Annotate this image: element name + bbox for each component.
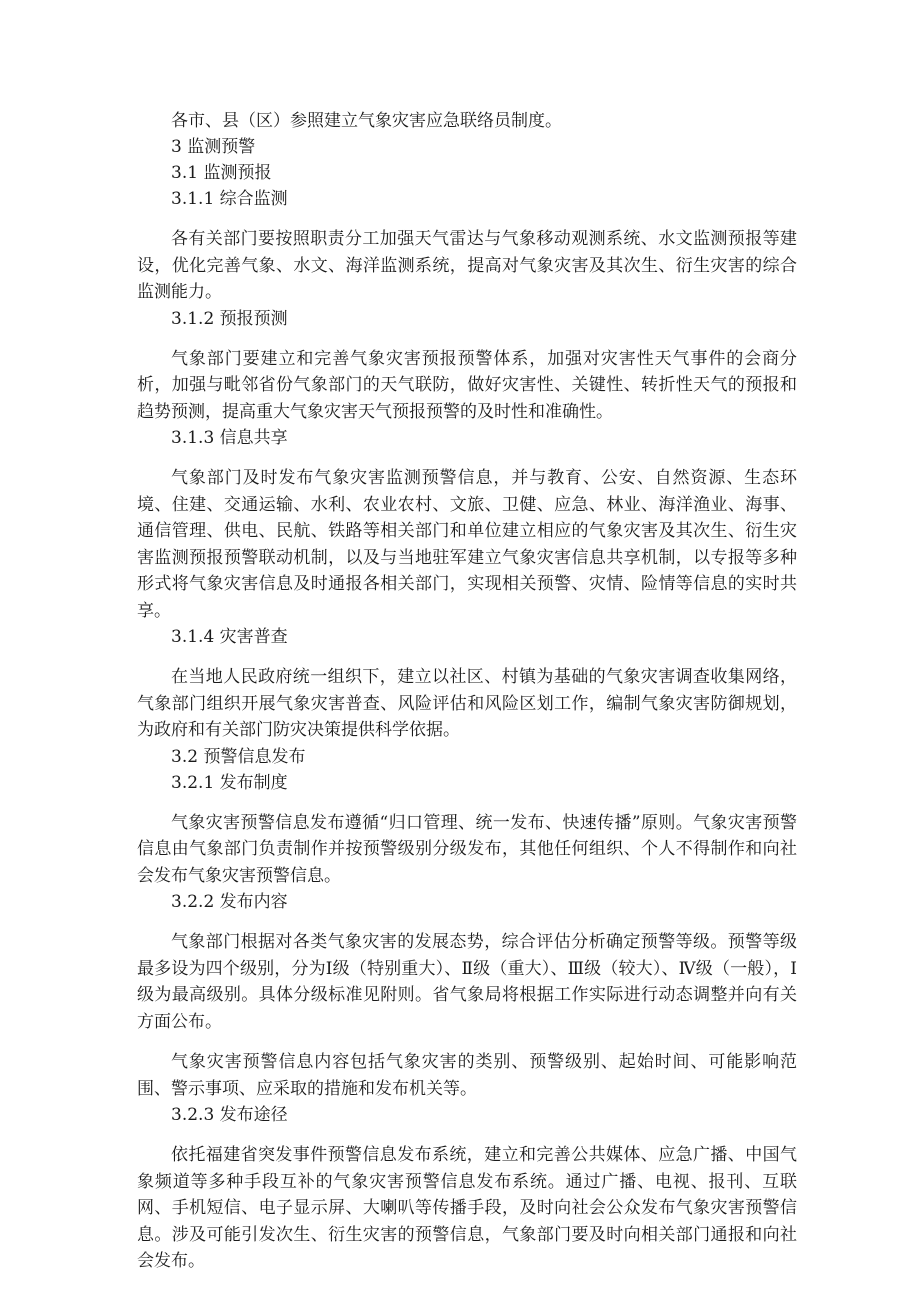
section-heading-3-1-1: 3.1.1 综合监测 (171, 189, 288, 209)
paragraph-forecast: 气象部门要建立和完善气象灾害预报预警体系，加强对灾害性天气事件的会商分析，加强与毗邻省份气象部门的天气联防，做好灾害性、关键性、转折性天气的预报和趋势预测，提高重大气象灾害天气预报预警的及时性和准确性。 (137, 348, 797, 422)
section-heading-3: 3 监测预警 (171, 137, 256, 157)
paragraph-warning-content: 气象灾害预警信息内容包括气象灾害的类别、预警级别、起始时间、可能影响范围、警示事项、应采取的措施和发布机关等。 (137, 1052, 797, 1099)
section-heading-3-2-3: 3.2.3 发布途径 (171, 1105, 288, 1125)
section-heading-3-2: 3.2 预警信息发布 (171, 746, 306, 767)
section-heading-3-2-1: 3.2.1 发布制度 (171, 772, 288, 793)
section-heading-3-1-4: 3.1.4 灾害普查 (171, 627, 288, 647)
paragraph-release-channels: 依托福建省突发事件预警信息发布系统，建立和完善公共媒体、应急广播、中国气象频道等多种手段互补的气象灾害预警信息发布系统。通过广播、电视、报刊、互联网、手机短信、电子显示屏、大喇叭等传播手段，及时向社会公众发布气象灾害预警信息。涉及可能引发次生、衍生灾害的预警信息，气象部门要及时向相关部门通报和向社会发布。 (137, 1145, 797, 1271)
paragraph-disaster-survey: 在当地人民政府统一组织下，建立以社区、村镇为基础的气象灾害调查收集网络，气象部门组织开展气象灾害普查、风险评估和风险区划工作，编制气象灾害防御规划，为政府和有关部门防灾决策提供科学依据。 (137, 667, 797, 740)
section-heading-3-1-2: 3.1.2 预报预测 (171, 308, 288, 329)
paragraph-release-content: 气象部门根据对各类气象灾害的发展态势，综合评估分析确定预警等级。预警等级最多设为四个级别，分为Ⅰ级（特别重大）、Ⅱ级（重大）、Ⅲ级（较大）、Ⅳ级（一般），Ⅰ级为最高级别。具体分级标准见附则。省气象局将根据工作实际进行动态调整并向有关方面公布。 (137, 932, 797, 1032)
section-heading-3-1: 3.1 监测预报 (171, 163, 272, 183)
section-heading-3-2-2: 3.2.2 发布内容 (171, 892, 288, 912)
document-body (137, 108, 797, 1275)
paragraph-release-system: 气象灾害预警信息发布遵循“归口管理、统一发布、快速传播”原则。气象灾害预警信息由气象部门负责制作并按预警级别分级发布，其他任何组织、个人不得制作和向社会发布气象灾害预警信息。 (137, 812, 797, 886)
intro-line: 各市、县（区）参照建立气象灾害应急联络员制度。 (171, 111, 562, 131)
section-heading-3-1-3: 3.1.3 信息共享 (171, 428, 288, 448)
paragraph-comprehensive-monitoring: 各有关部门要按照职责分工加强天气雷达与气象移动观测系统、水文监测预报等建设，优化完善气象、水文、海洋监测系统，提高对气象灾害及其次生、衍生灾害的综合监测能力。 (137, 229, 797, 302)
paragraph-info-sharing: 气象部门及时发布气象灾害监测预警信息，并与教育、公安、自然资源、生态环境、住建、交通运输、水利、农业农村、文旅、卫健、应急、林业、海洋渔业、海事、通信管理、供电、民航、铁路等相关部门和单位建立相应的气象灾害及其次生、衍生灾害监测预报预警联动机制，以及与当地驻军建立气象灾害信息共享机制，以专报等多种形式将气象灾害信息及时通报各相关部门，实现相关预警、灾情、险情等信息的实时共享。 (137, 468, 797, 621)
